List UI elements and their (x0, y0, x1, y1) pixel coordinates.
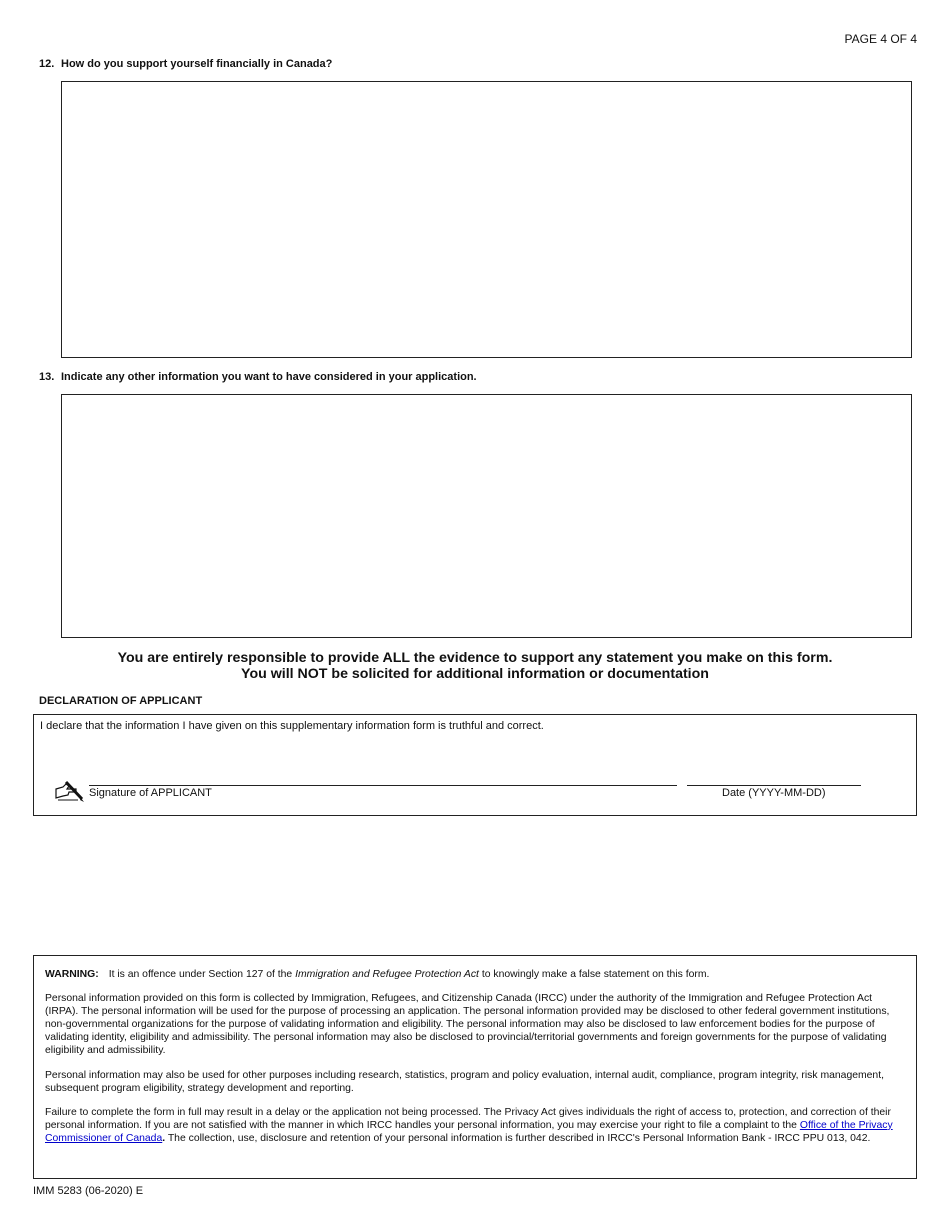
warning-label: WARNING: (45, 969, 99, 980)
question-12 (39, 58, 332, 70)
privacy-paragraph-2: Personal information may also be used for other purposes including research, statistics, program and policy evaluation, internal audit, compliance, program integrity, risk management, subsequent program eligibility, strategy development and reporting. (45, 1069, 884, 1094)
question-13-number: 13. (39, 371, 55, 383)
signature-line[interactable] (89, 785, 677, 786)
privacy-paragraph-3-end: The collection, use, disclosure and retention of your personal information is further described in IRCC's Personal Information Bank - IRCC PPU 013, 042. (165, 1132, 871, 1144)
page-number: PAGE 4 OF 4 (844, 32, 917, 46)
privacy-link-period: . (162, 1132, 166, 1144)
question-12-number: 12. (39, 58, 55, 70)
date-line[interactable] (687, 785, 861, 786)
question-12-text: How do you support yourself financially in Canada? (61, 58, 333, 70)
question-13-text: Indicate any other information you want to have considered in your application. (61, 371, 477, 383)
question-13-answer-field[interactable] (61, 394, 912, 638)
evidence-notice-line-2: You will NOT be solicited for additional information or documentation (241, 666, 709, 682)
signature-label: Signature of APPLICANT (89, 787, 212, 799)
privacy-paragraph-3 (45, 1106, 905, 1145)
warning-paragraph (45, 968, 905, 981)
signature-pen-icon (54, 779, 86, 808)
privacy-notice-box (33, 955, 917, 1179)
evidence-notice-line-1: You are entirely responsible to provide ALL the evidence to support any statement you make on this form. (117, 650, 833, 666)
privacy-commissioner-link[interactable]: Office of the Privacy Commissioner of Canada (45, 1119, 893, 1144)
act-name: Immigration and Refugee Protection Act (295, 969, 479, 980)
declaration-box (33, 714, 917, 816)
warning-text-before: It is an offence under Section 127 of the (108, 969, 296, 980)
question-12-answer-field[interactable] (61, 81, 912, 358)
warning-text-after: to knowingly make a false statement on this form. (478, 969, 710, 980)
privacy-paragraph-1: Personal information provided on this form is collected by Immigration, Refugees, and Citizenship Canada (IRCC) under the authority of the Immigration and Refugee Protection Act (IRPA). The personal information will be used for the purpose of processing an application. The personal information provided may be disclosed to other federal government institutions, non-governmental organizations for the purpose of validating information and eligibility. The personal information may also be disclosed to law enforcement bodies for the purpose of validating identity, eligibility and admissibility. The personal information may also be disclosed to provincial/territorial governments and foreign governments for the purpose of validating eligibility and admissibility. (45, 993, 890, 1057)
declaration-title: DECLARATION OF APPLICANT (39, 695, 203, 707)
declaration-statement: I declare that the information I have given on this supplementary information form is truthful and correct. (40, 720, 544, 732)
question-13 (39, 371, 477, 383)
form-code: IMM 5283 (06-2020) E (33, 1185, 144, 1197)
date-label: Date (YYYY-MM-DD) (722, 787, 826, 799)
privacy-paragraph-3-text: Failure to complete the form in full may result in a delay or the application not being processed. The Privacy Act gives individuals the right of access to, protection, and correction of their personal information. If you are not satisfied with the manner in which IRCC handles your personal information, you may exercise your right to file a complaint to the (45, 1106, 891, 1131)
